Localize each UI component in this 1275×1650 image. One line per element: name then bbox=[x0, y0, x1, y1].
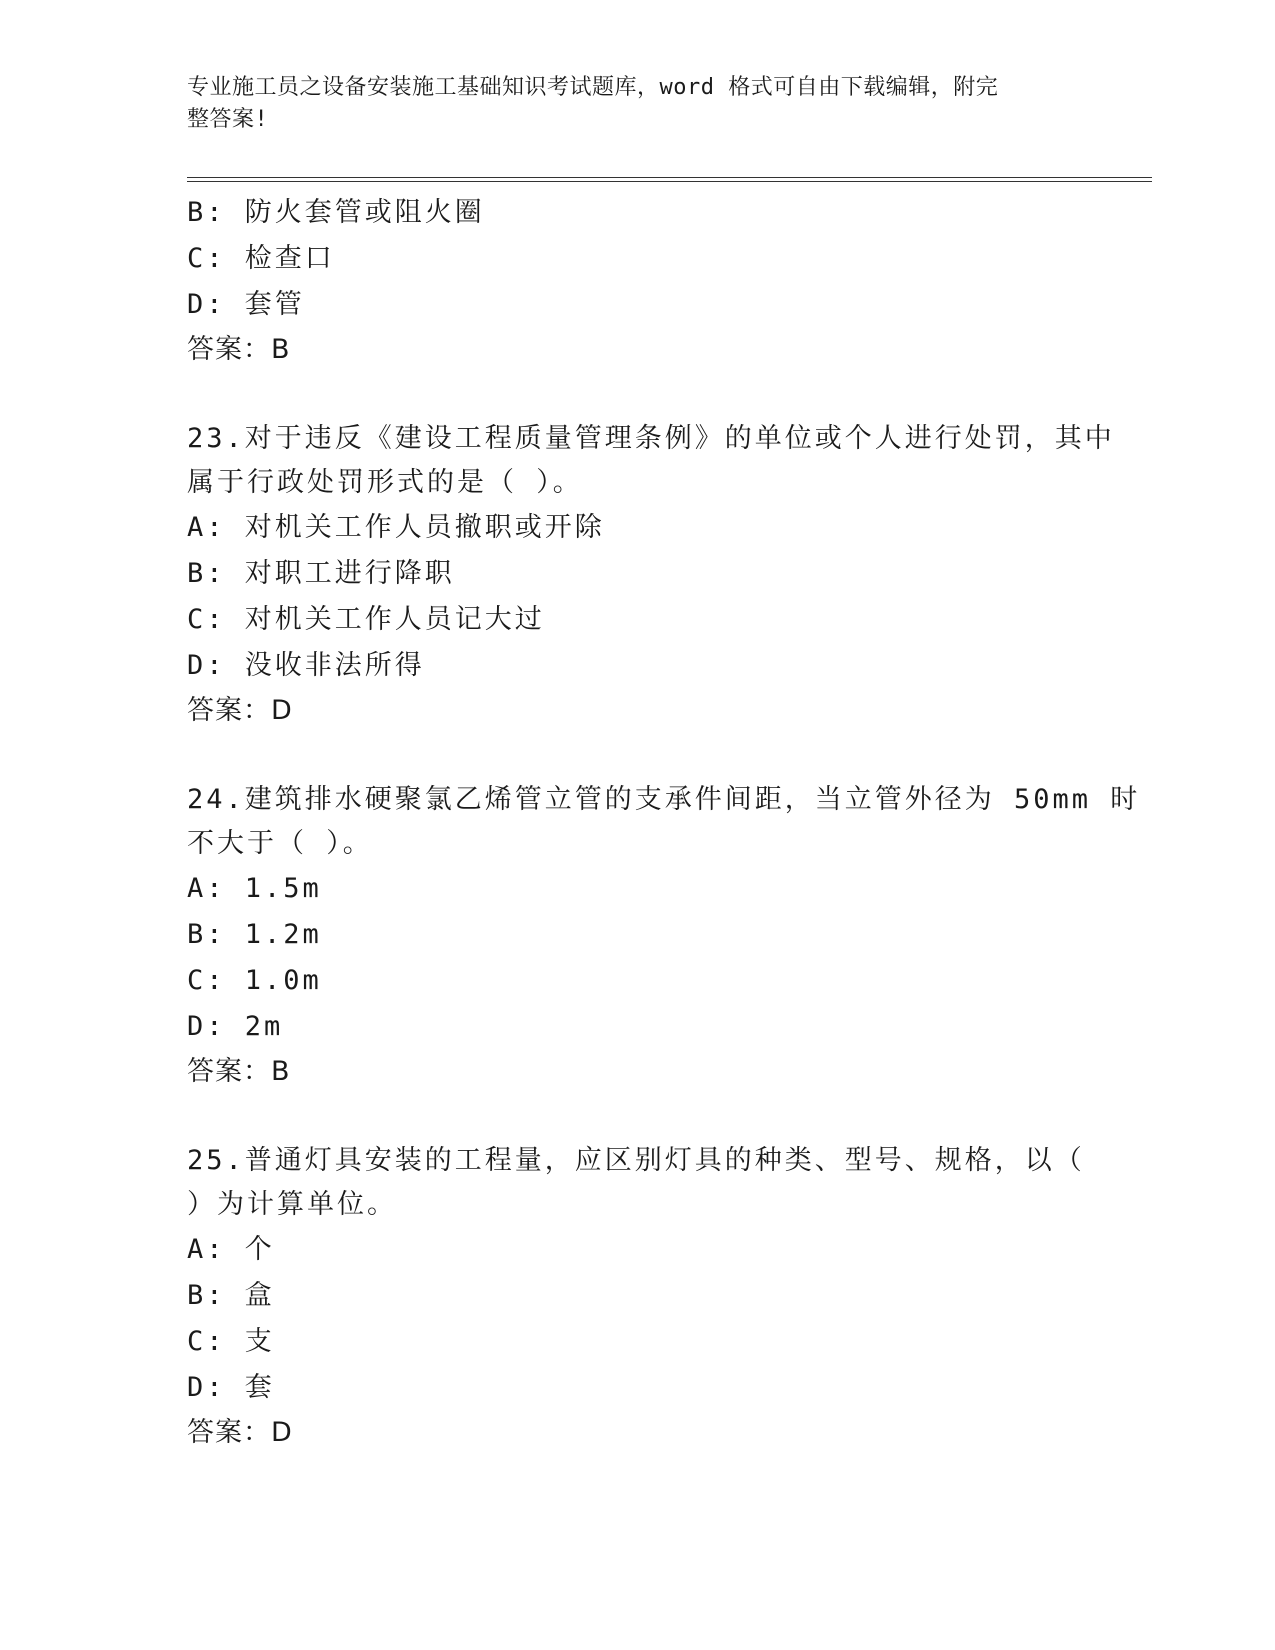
option-a: A: 对机关工作人员撤职或开除 bbox=[187, 512, 605, 544]
option-b: B: 1.2m bbox=[187, 918, 322, 950]
option-c: C: 1.0m bbox=[187, 964, 322, 996]
option-d: D: 套 bbox=[187, 1371, 275, 1403]
option-c: C: 检查口 bbox=[187, 242, 335, 274]
spacer bbox=[187, 373, 1087, 417]
header-divider-bottom bbox=[187, 181, 1152, 182]
question-stem-line-2: 不大于（ ）。 bbox=[187, 828, 373, 860]
option-a: A: 1.5m bbox=[187, 873, 322, 905]
carryover-question bbox=[187, 190, 1087, 373]
question-23 bbox=[187, 417, 1115, 734]
question-stem-line-2: 属于行政处罚形式的是（ ）。 bbox=[187, 467, 583, 499]
answer: 答案：B bbox=[187, 334, 291, 366]
header-divider-top bbox=[187, 177, 1152, 178]
option-c: C: 对机关工作人员记大过 bbox=[187, 603, 545, 635]
option-b: B: 防火套管或阻火圈 bbox=[187, 197, 485, 228]
document-header bbox=[187, 72, 1067, 136]
option-a: A: 个 bbox=[187, 1234, 275, 1266]
question-stem-line-2: ）为计算单位。 bbox=[187, 1189, 397, 1221]
question-stem-line-1: 25.普通灯具安装的工程量，应区别灯具的种类、型号、规格，以（ bbox=[187, 1145, 1085, 1177]
header-line-2: 整答案! bbox=[187, 107, 269, 132]
answer: 答案：D bbox=[187, 1417, 293, 1449]
answer: 答案：D bbox=[187, 695, 293, 727]
question-stem-line-1: 23.对于违反《建设工程质量管理条例》的单位或个人进行处罚，其中 bbox=[187, 423, 1115, 455]
question-stem-line-1: 24.建筑排水硬聚氯乙烯管立管的支承件间距，当立管外径为 50mm 时 bbox=[187, 784, 1141, 816]
spacer bbox=[187, 734, 1087, 778]
option-d: D: 套管 bbox=[187, 288, 305, 320]
question-24 bbox=[187, 778, 1141, 1095]
option-d: D: 没收非法所得 bbox=[187, 649, 425, 681]
option-b: B: 盒 bbox=[187, 1279, 275, 1311]
question-25 bbox=[187, 1139, 1087, 1456]
answer: 答案：B bbox=[187, 1056, 291, 1088]
option-b: B: 对职工进行降职 bbox=[187, 557, 455, 589]
spacer bbox=[187, 1095, 1087, 1139]
option-d: D: 2m bbox=[187, 1010, 284, 1042]
question-content bbox=[187, 190, 1141, 1456]
header-line-1: 专业施工员之设备安装施工基础知识考试题库，word 格式可自由下载编辑，附完 bbox=[187, 75, 999, 100]
option-c: C: 支 bbox=[187, 1325, 275, 1357]
